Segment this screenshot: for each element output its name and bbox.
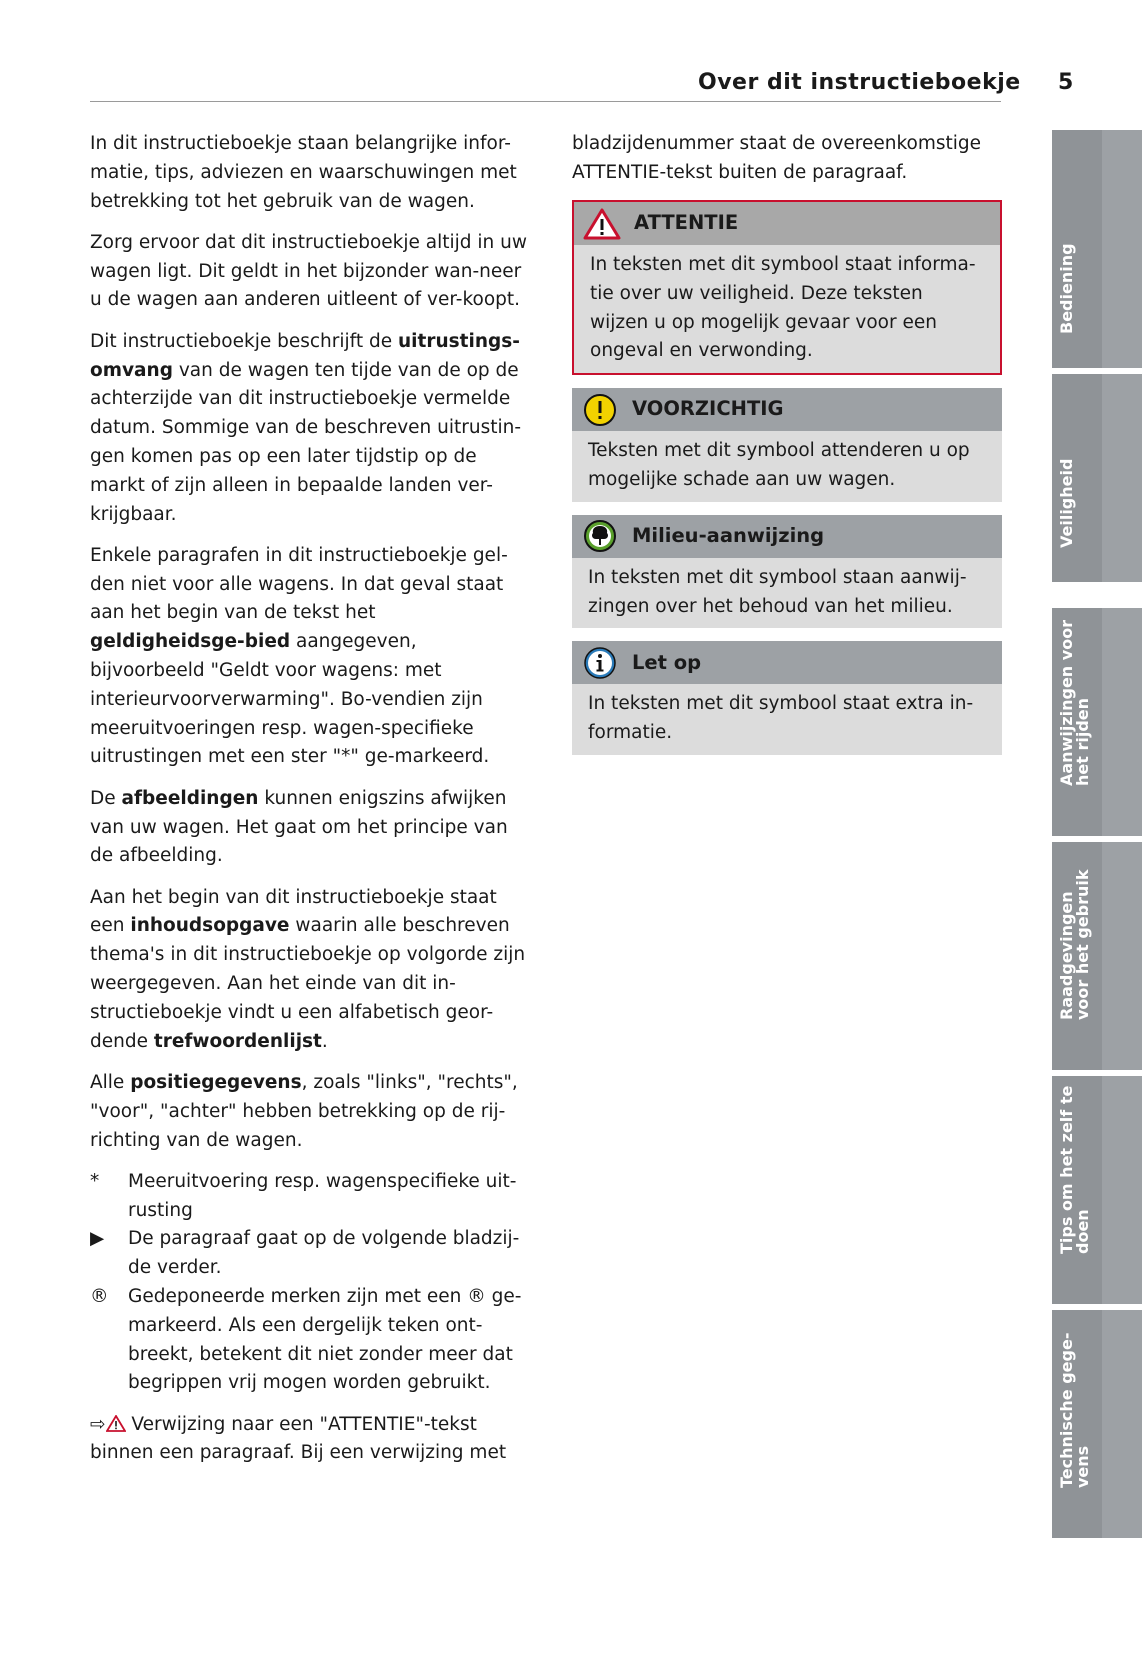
tab-technische-gegevens[interactable]: [1052, 1310, 1142, 1538]
list-item: [90, 1283, 530, 1398]
paragraph-keep-in-car: Zorg ervoor dat dit instructieboekje altijd in uw wagen ligt. Dit geldt in het bijzonder wan-neer u de wagen aan anderen uitleent of ver-koopt.: [90, 231, 528, 311]
note-box-title: Let op: [632, 650, 702, 674]
note-box-header: [572, 641, 1002, 684]
paragraph-attention-reference: ⇨ Verwijzing naar een "ATTENTIE"-tekst binnen een paragraaf. Bij een verwijzing met: [90, 1413, 507, 1464]
paragraph-illustrations: De afbeeldingen kunnen enigszins afwijken van uw wagen. Het gaat om het principe van de afbeelding.: [90, 787, 508, 867]
warning-triangle-icon: [106, 1414, 126, 1435]
attention-box-title: ATTENTIE: [634, 211, 739, 235]
paragraph-validity: Enkele paragrafen in dit instructieboekje gel-den niet voor alle wagens. In dat geval staat aan het begin van de tekst het geldigheidsge-bied aangegeven, bijvoorbeeld "Geldt voor wagens: met interieurvoorverwarming". Bo-vendien zijn meeruitvoeringen resp. wagen-specifieke uitrustingen met een ster "*" ge-markeerd.: [90, 544, 508, 768]
paragraph-equipment-scope: Dit instructieboekje beschrijft de uitrustings-omvang van de wagen ten tijde van de op de achterzijde van dit instructieboekje vermelde datum. Sommige van de beschreven uitrustin-gen komen pas op een later tijdstip op de markt of zijn alleen in bepaalde landen ver-krijgbaar.: [90, 330, 522, 525]
attention-box-text: In teksten met dit symbool staat informa-tie over uw veiligheid. Deze teksten wijzen u op mogelijk gevaar voor een ongeval en verwonding.: [574, 245, 1000, 373]
page-number: 5: [1058, 70, 1074, 95]
tab-label: Tips om het zelf te doen: [1057, 1085, 1092, 1254]
caution-box: [572, 388, 1002, 502]
caution-exclamation-icon: [580, 392, 620, 428]
symbol-list: [90, 1168, 530, 1398]
continue-arrow-icon: ▶: [90, 1228, 105, 1250]
caution-box-text: Teksten met dit symbool attenderen u op mogelijke schade aan uw wagen.: [572, 431, 1002, 502]
header-divider: [90, 101, 1001, 102]
tab-label: Technische gege- vens: [1057, 1332, 1092, 1488]
tab-label: Veiligheid: [1057, 458, 1076, 548]
attention-box: [572, 200, 1002, 375]
caution-box-title: VOORZICHTIG: [632, 397, 784, 421]
warning-triangle-icon: [582, 206, 622, 242]
environment-box: [572, 515, 1002, 629]
list-item-text: De paragraaf gaat op de volgende bladzij-de verder.: [128, 1228, 520, 1279]
left-column: [90, 130, 530, 1481]
asterisk-icon: *: [90, 1170, 100, 1192]
list-item: [90, 1168, 530, 1226]
environment-tree-icon: [580, 518, 620, 554]
tab-raadgevingen-voor-het-gebruik[interactable]: [1052, 842, 1142, 1070]
tab-label: Raadgevingen voor het gebruik: [1057, 869, 1092, 1020]
reference-arrow-icon: ⇨: [90, 1413, 106, 1435]
environment-box-title: Milieu-aanwijzing: [632, 523, 825, 547]
info-icon: [580, 645, 620, 681]
tab-tips-om-het-zelf-te-doen[interactable]: [1052, 1076, 1142, 1304]
right-column: [572, 130, 1002, 755]
paragraph-intro: In dit instructieboekje staan belangrijke infor-matie, tips, adviezen en waarschuwingen met betrekking tot het gebruik van de wagen.: [90, 133, 517, 212]
tab-label: Bediening: [1057, 243, 1076, 334]
tab-bediening[interactable]: [1052, 130, 1142, 368]
environment-box-text: In teksten met dit symbool staan aanwij-zingen over het behoud van het milieu.: [572, 558, 1002, 629]
note-box: [572, 641, 1002, 755]
environment-box-header: [572, 515, 1002, 558]
tab-veiligheid[interactable]: [1052, 374, 1142, 582]
tab-label: Aanwijzingen voor het rijden: [1057, 619, 1092, 786]
paragraph-contents: Aan het begin van dit instructieboekje staat een inhoudsopgave waarin alle beschreven thema's in dit instructieboekje op volgorde zijn weergegeven. Aan het einde van dit in-structieboekje vindt u een alfabetisch geor-dende trefwoordenlijst.: [90, 886, 526, 1052]
tab-aanwijzingen-voor-het-rijden[interactable]: [1052, 608, 1142, 836]
list-item-text: Gedeponeerde merken zijn met een ® ge-markeerd. Als een dergelijk teken ont-breekt, betekent dit niet zonder meer dat begrippen vrij mogen worden gebruikt.: [128, 1285, 522, 1394]
registered-icon: ®: [90, 1285, 109, 1307]
caution-box-header: [572, 388, 1002, 431]
note-box-text: In teksten met dit symbool staat extra in-formatie.: [572, 684, 1002, 755]
list-item: [90, 1225, 530, 1283]
paragraph-positions: Alle positiegegevens, zoals "links", "rechts", "voor", "achter" hebben betrekking op de rij-richting van de wagen.: [90, 1071, 518, 1151]
list-item-text: Meeruitvoering resp. wagenspecifieke uit-rusting: [128, 1170, 517, 1221]
running-header-title: Over dit instructieboekje: [698, 70, 1021, 95]
attention-box-header: [574, 202, 1000, 245]
paragraph-continued: bladzijdenummer staat de overeenkomstige ATTENTIE-tekst buiten de paragraaf.: [572, 133, 982, 183]
